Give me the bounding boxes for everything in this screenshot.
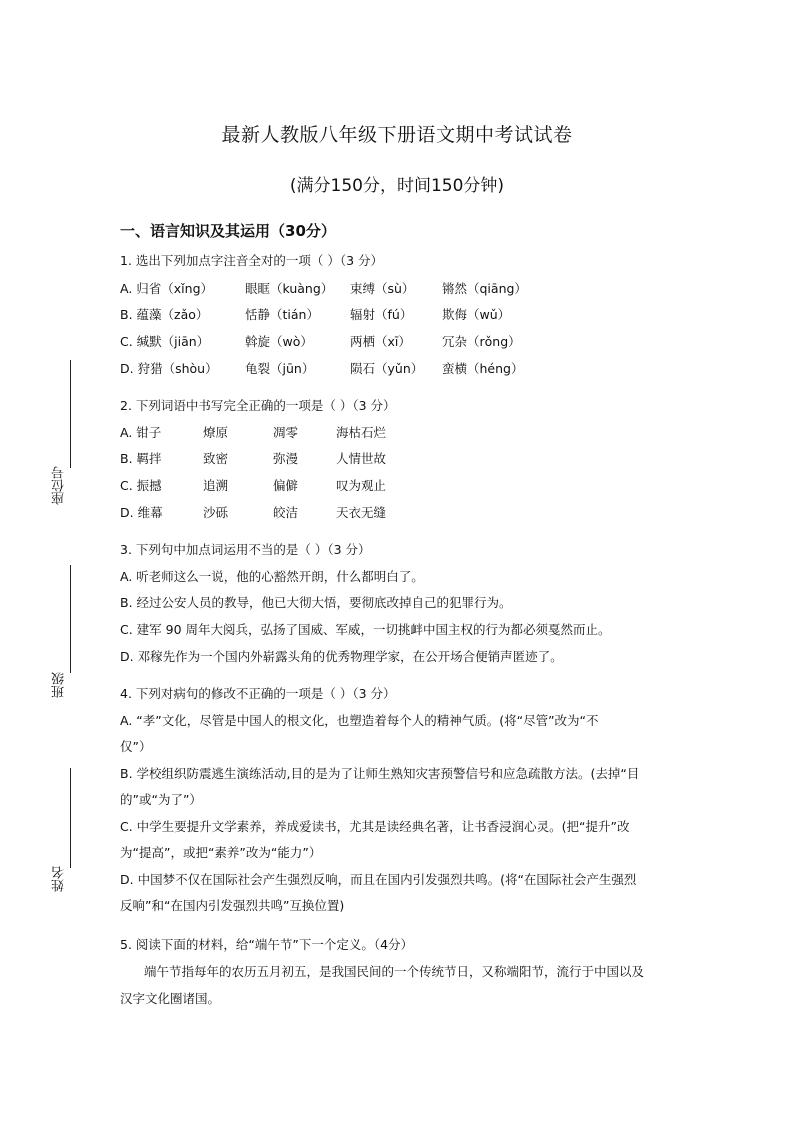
option-cell: 辐射（fú） [350,307,413,322]
option-cell: 蛮横（héng） [442,361,524,376]
section-title: 一、语言知识及其运用（30分） [120,222,336,240]
option-cell: A. 归省（xǐng） [120,281,214,296]
option-cell: 斡旋（wò） [245,334,313,349]
option-cell: 偏僻 [273,478,299,493]
option-cell: 叹为观止 [336,478,387,493]
option-cell: 皎洁 [273,505,299,520]
option-cell: 欺侮（wǔ） [442,307,511,322]
page-title: 最新人教版八年级下册语文期中考试试卷 [221,124,573,146]
question-4-line: C. 中学生要提升文学素养，养成爱读书，尤其是读经典名著，让书香浸润心灵。(把“提升”改 [120,819,630,834]
option-cell: 致密 [203,451,229,466]
question-5-passage-line: 汉字文化圈诸国。 [120,991,221,1006]
option-cell: 海枯石烂 [336,425,387,440]
name-line [70,768,71,868]
question-4-line: 的”或“为了”） [120,792,202,807]
question-2-stem: 2. 下列词语中书写完全正确的一项是（ ）（3 分） [120,398,396,413]
seat-number-label: 座位号 [52,466,67,505]
question-4-line: 为“提高”，或把“素养”改为“能力”） [120,845,322,860]
question-3-option-b: B. 经过公安人员的教导，他已大彻大悟，要彻底改掉自己的犯罪行为。 [120,595,512,610]
option-cell: 弥漫 [273,451,299,466]
option-cell: C. 缄默（jiān） [120,334,210,349]
option-cell: 眼眶（kuàng） [245,281,334,296]
question-4-line: 仅”） [120,739,152,754]
option-cell: D. 维幕 [120,505,163,520]
question-3-option-a: A. 听老师这么一说，他的心豁然开朗，什么都明白了。 [120,569,424,584]
question-1-stem: 1. 选出下列加点字注音全对的一项（ ）（3 分） [120,253,384,268]
page-subtitle: (满分150分，时间150分钟) [289,176,505,196]
class-label: 班级 [52,672,67,698]
option-cell: 两栖（xī） [350,334,411,349]
option-cell: 凋零 [273,425,299,440]
option-cell: 冗杂（rǒng） [442,334,521,349]
option-cell: B. 蕴藻（zǎo） [120,307,209,322]
question-5-stem: 5. 阅读下面的材料，给“端午节”下一个定义。（4分） [120,937,414,952]
name-label: 姓名 [52,866,67,892]
option-cell: 龟裂（jūn） [245,361,315,376]
option-cell: B. 羁拌 [120,451,162,466]
question-3-option-c: C. 建军 90 周年大阅兵，弘扬了国威、军威，一切挑衅中国主权的行为都必须戛然而止。 [120,622,611,637]
option-cell: 人情世故 [336,451,387,466]
question-3-stem: 3. 下列句中加点词运用不当的是（ ）（3 分） [120,542,371,557]
question-4-line: A. “孝”文化，尽管是中国人的根文化，也塑造着每个人的精神气质。(将“尽管”改为“不 [120,713,599,728]
option-cell: 束缚（sù） [350,281,415,296]
option-cell: D. 狩猎（shòu） [120,361,218,376]
option-cell: 恬静（tián） [245,307,319,322]
question-4-line: D. 中国梦不仅在国际社会产生强烈反响，而且在国内引发强烈共鸣。(将“在国际社会产生强烈 [120,872,637,887]
question-3-option-d: D. 邓稼先作为一个国内外崭露头角的优秀物理学家，在公开场合便销声匿迹了。 [120,649,563,664]
question-5-passage-line: 端午节指每年的农历五月初五，是我国民间的一个传统节日，又称端阳节，流行于中国以及 [144,964,645,979]
option-cell: A. 钳子 [120,425,162,440]
class-line [70,565,71,673]
question-4-stem: 4. 下列对病句的修改不正确的一项是（ ）（3 分） [120,686,396,701]
seat-number-line [70,360,71,468]
option-cell: 天衣无缝 [336,505,387,520]
option-cell: 燎原 [203,425,229,440]
option-cell: 陨石（yǔn） [350,361,424,376]
option-cell: C. 振撼 [120,478,162,493]
option-cell: 追溯 [203,478,229,493]
question-4-line: 反响”和“在国内引发强烈共鸣”互换位置) [120,898,345,913]
option-cell: 锵然（qiāng） [442,281,527,296]
option-cell: 沙砾 [203,505,229,520]
question-4-line: B. 学校组织防震逃生演练活动,目的是为了让师生熟知灾害预警信号和应急疏散方法。(去掉“目 [120,766,640,781]
